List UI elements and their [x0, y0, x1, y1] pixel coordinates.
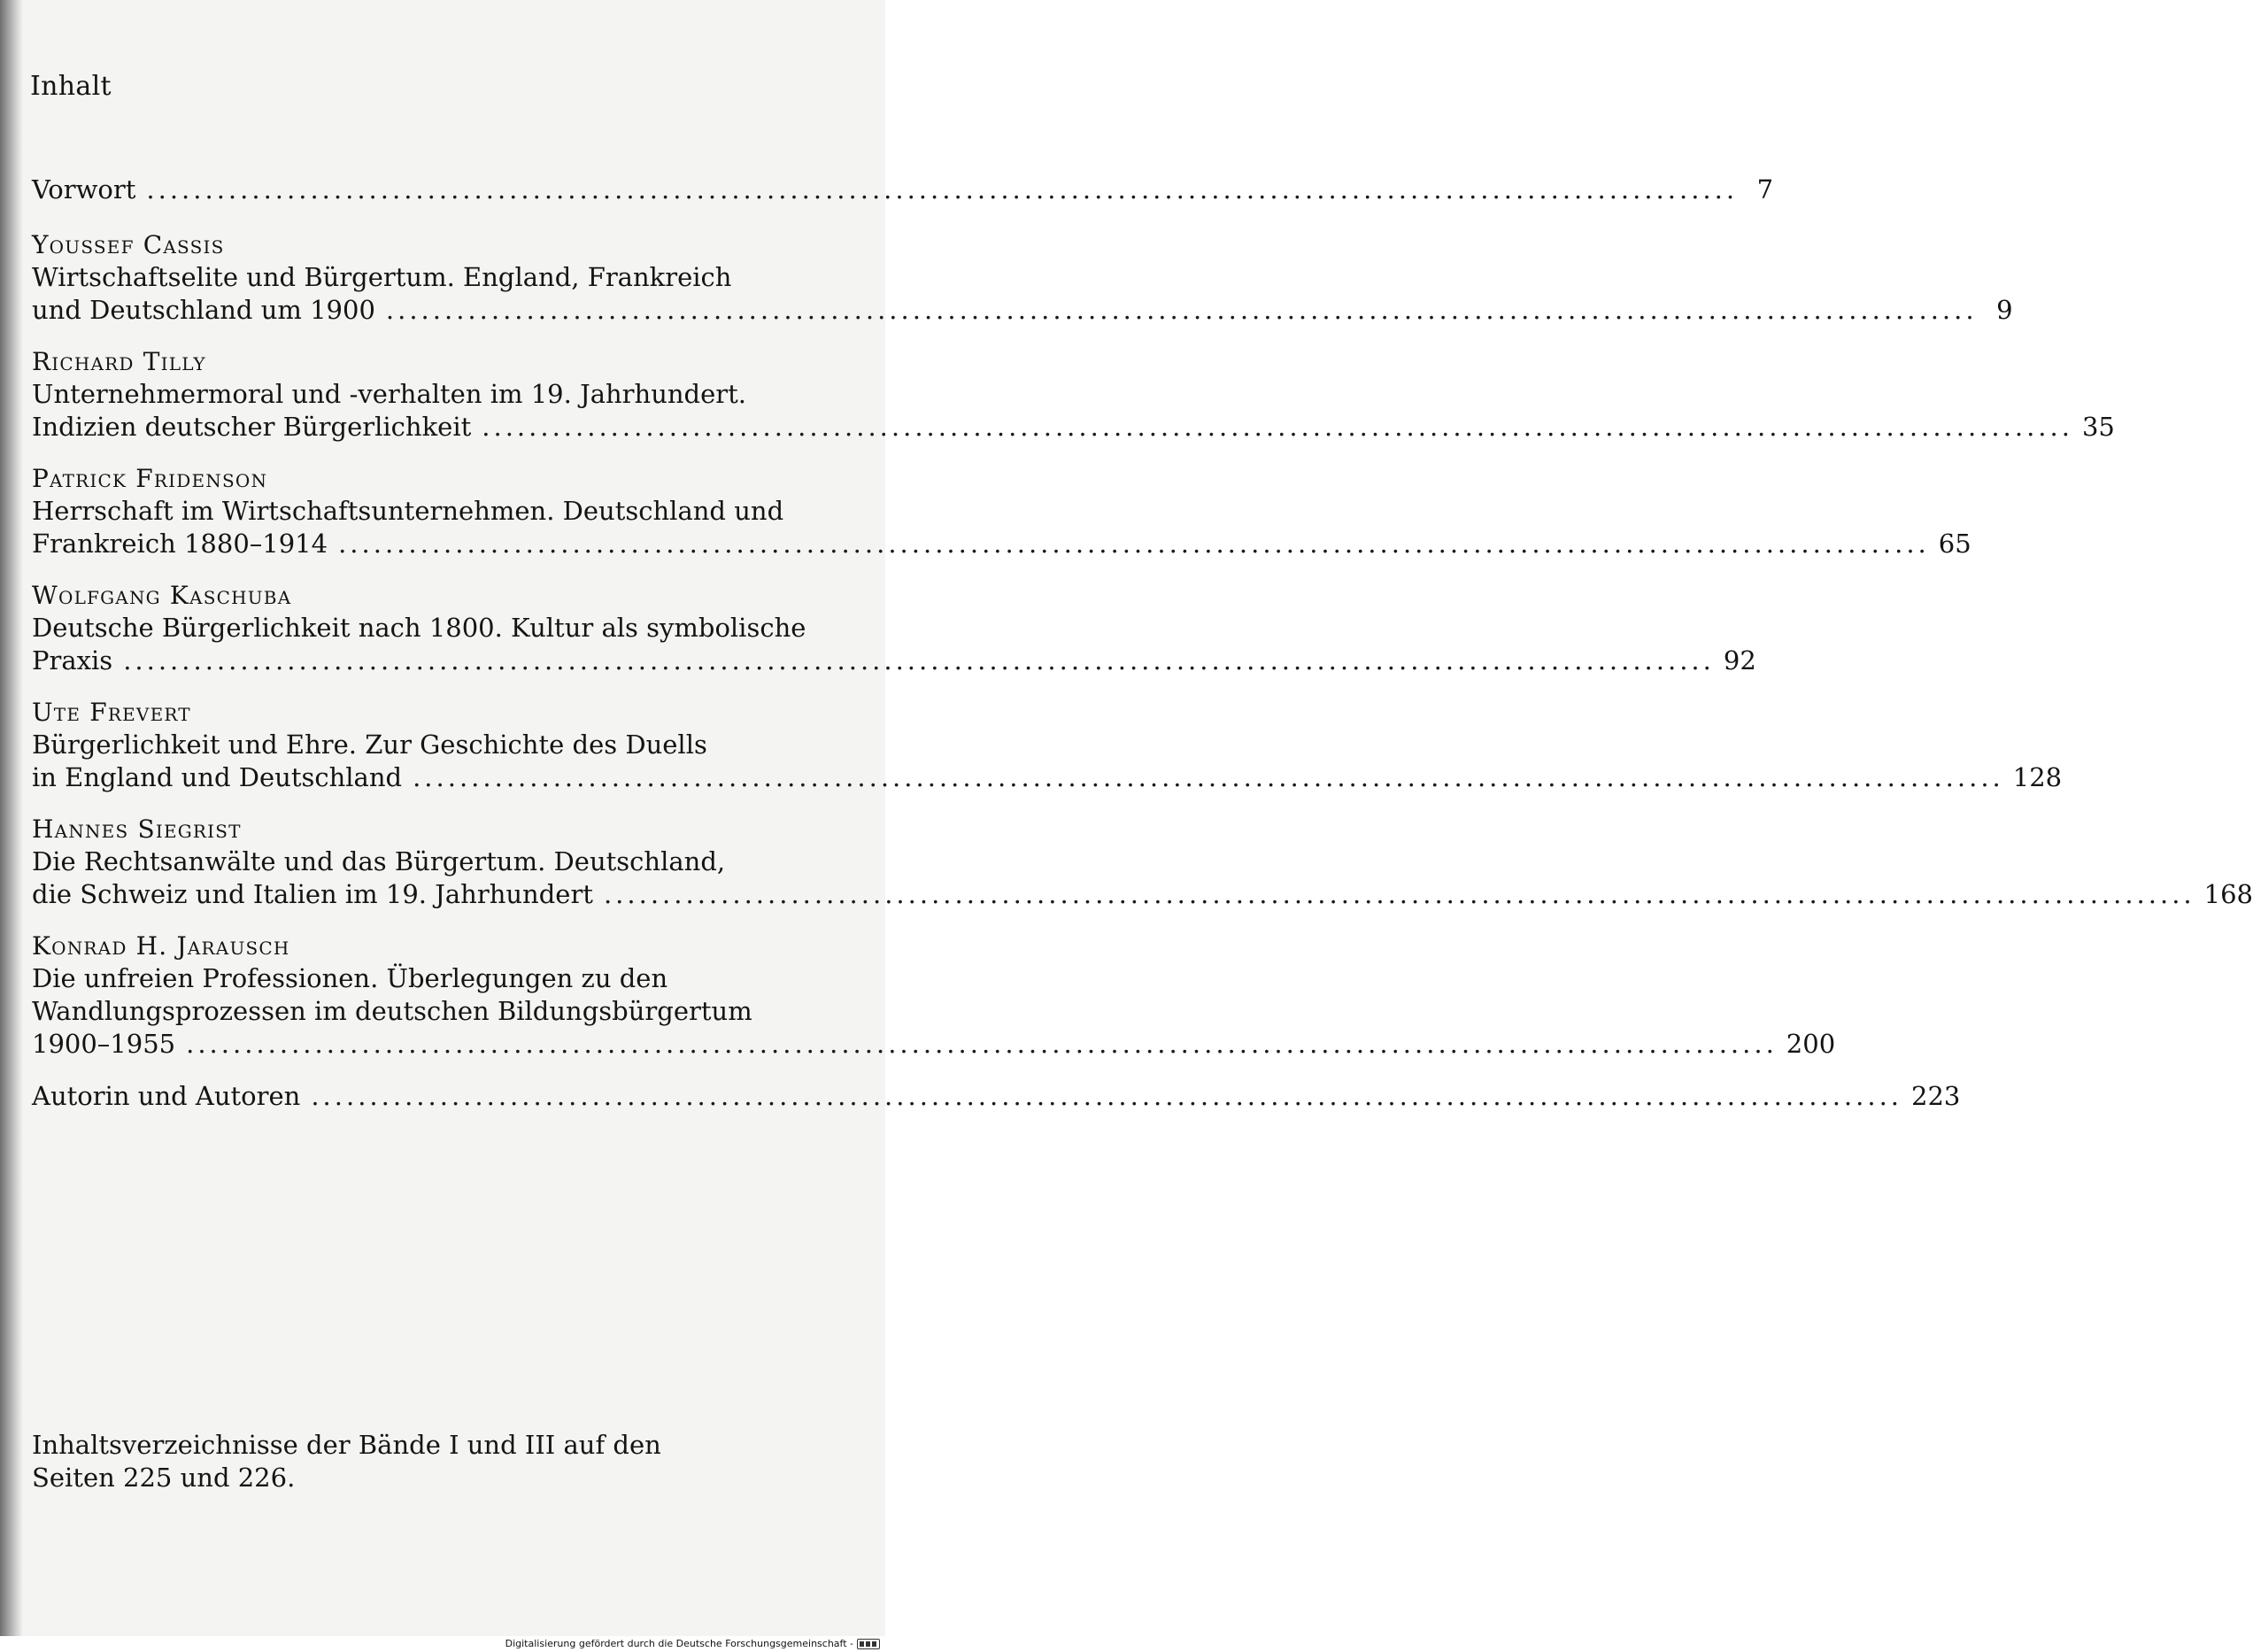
- toc-entry[interactable]: [32, 697, 2063, 794]
- toc-page-number: 65: [1938, 529, 1971, 559]
- toc-line: [32, 878, 2253, 911]
- page-heading: Inhalt: [30, 71, 112, 102]
- toc-page-number: 168: [2203, 879, 2253, 909]
- toc-entry-title: Vorwort: [32, 174, 136, 205]
- dot-leader: ........................................................................................................................................: [482, 412, 2073, 442]
- toc-title-line: Bürgerlichkeit und Ehre. Zur Geschichte des Duells: [32, 730, 707, 760]
- toc-line: [32, 1028, 1836, 1061]
- toc-title-line: Indizien deutscher Bürgerlichkeit: [32, 412, 472, 442]
- toc-entry[interactable]: [32, 930, 1836, 1061]
- book-binding-shadow: [0, 0, 23, 1636]
- toc-page-number: 35: [2081, 412, 2115, 442]
- toc-entry-title: Autorin und Autoren: [32, 1081, 301, 1111]
- dot-leader: ........................................................................................................................................: [413, 762, 2004, 792]
- toc-entry-autoren[interactable]: [32, 1080, 1961, 1113]
- toc-line: [32, 294, 2013, 327]
- toc-entry[interactable]: [32, 229, 2013, 327]
- toc-line: [32, 174, 1774, 206]
- volume-note-line: Inhaltsverzeichnisse der Bände I und III auf den: [32, 1430, 661, 1460]
- toc-author: Wolfgang Kaschuba: [32, 581, 292, 610]
- toc-author: Youssef Cassis: [32, 230, 225, 259]
- toc-title-line: Wandlungsprozessen im deutschen Bildungsbürgertum: [32, 996, 752, 1026]
- toc-entry-vorwort[interactable]: [32, 174, 1774, 206]
- toc-line: [32, 411, 2115, 444]
- toc-title-line: Herrschaft im Wirtschaftsunternehmen. Deutschland und: [32, 496, 784, 526]
- toc-title-line: 1900–1955: [32, 1029, 176, 1059]
- toc-title-line: Frankreich 1880–1914: [32, 529, 328, 559]
- toc-author: Hannes Siegrist: [32, 814, 242, 844]
- toc-title-line: und Deutschland um 1900: [32, 295, 375, 325]
- toc-title-line: Wirtschaftselite und Bürgertum. England, Frankreich: [32, 262, 732, 292]
- dot-leader: ........................................................................................................................................: [146, 174, 1739, 205]
- toc-entry[interactable]: [32, 580, 1756, 677]
- dot-leader: ........................................................................................................................................: [311, 1081, 1903, 1111]
- toc-title-line: Unternehmermoral und -verhalten im 19. Jahrhundert.: [32, 379, 747, 409]
- digitization-footer: [0, 1636, 885, 1652]
- toc-title-line: Deutsche Bürgerlichkeit nach 1800. Kultur als symbolische: [32, 613, 806, 643]
- toc-page-number: 223: [1911, 1081, 1961, 1111]
- toc-entry[interactable]: [32, 463, 1971, 560]
- toc-title-line: Die unfreien Professionen. Überlegungen zu den: [32, 963, 668, 993]
- toc-author: Patrick Fridenson: [32, 464, 268, 493]
- toc-line: [32, 1080, 1961, 1113]
- toc-line: [32, 761, 2063, 794]
- dot-leader: ........................................................................................................................................: [603, 879, 2195, 909]
- toc-title-line: in England und Deutschland: [32, 762, 403, 792]
- toc-title-line: Die Rechtsanwälte und das Bürgertum. Deutschland,: [32, 846, 726, 876]
- dot-leader: ........................................................................................................................................: [385, 295, 1978, 325]
- toc-page-number: 9: [1996, 295, 2013, 325]
- volume-note-line: Seiten 225 und 226.: [32, 1463, 296, 1493]
- toc-line: [32, 528, 1971, 560]
- toc-author: Ute Frevert: [32, 698, 191, 727]
- dot-leader: ........................................................................................................................................: [186, 1029, 1778, 1059]
- footer-credit: Digitalisierung gefördert durch die Deutsche Forschungsgemeinschaft -: [505, 1638, 853, 1649]
- toc-line: [32, 645, 1756, 677]
- volume-note: [32, 1429, 722, 1494]
- dot-leader: ........................................................................................................................................: [123, 645, 1715, 675]
- toc-entry[interactable]: [32, 346, 2115, 444]
- toc-title-line: die Schweiz und Italien im 19. Jahrhundert: [32, 879, 593, 909]
- table-of-contents: [32, 174, 2253, 1136]
- toc-author: Richard Tilly: [32, 347, 206, 376]
- toc-entry[interactable]: [32, 814, 2253, 911]
- dfg-logo-icon: [857, 1639, 880, 1649]
- dot-leader: ........................................................................................................................................: [338, 529, 1930, 559]
- toc-author: Konrad H. Jarausch: [32, 931, 290, 961]
- toc-page-number: 128: [2012, 762, 2063, 792]
- toc-title-line: Praxis: [32, 645, 113, 675]
- toc-page-number: 200: [1786, 1029, 1836, 1059]
- toc-page-number: 7: [1756, 174, 1774, 205]
- toc-page-number: 92: [1723, 645, 1756, 675]
